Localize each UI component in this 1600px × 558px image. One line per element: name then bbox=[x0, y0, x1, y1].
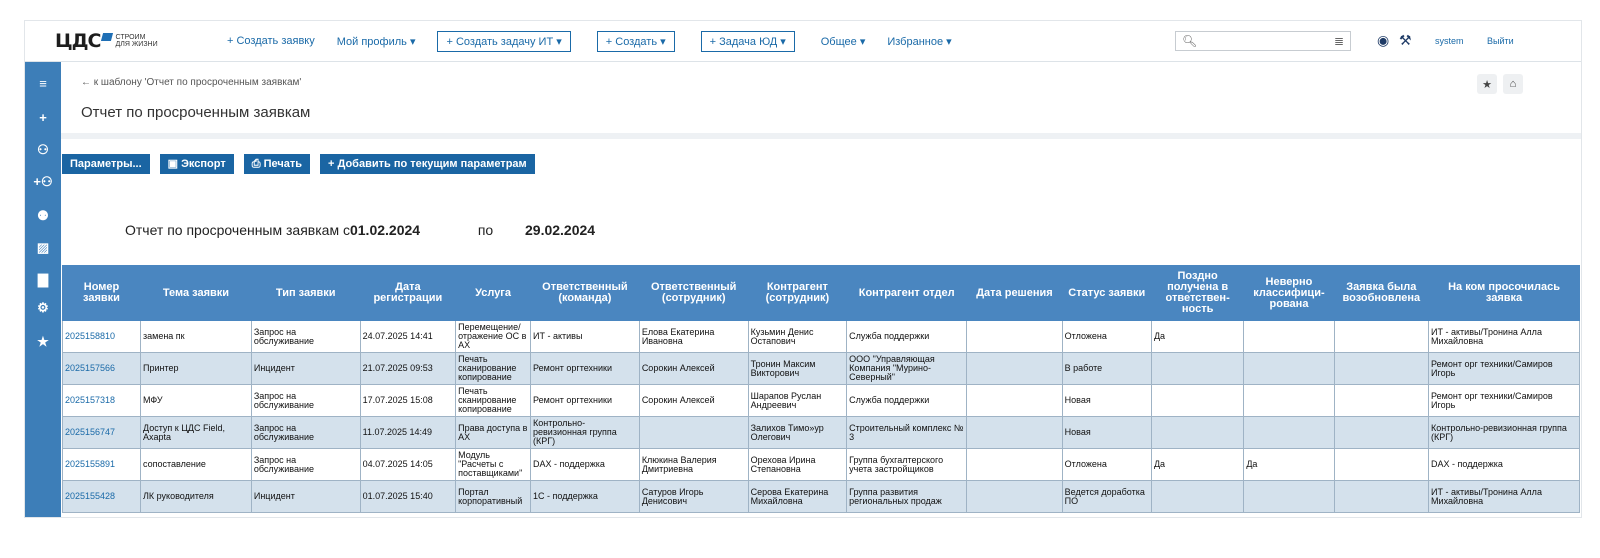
tools-icon[interactable]: ⚒ bbox=[1399, 32, 1412, 48]
table-cell: Строительный комплекс № 3 bbox=[847, 417, 967, 449]
save-icon: ▣ bbox=[167, 158, 182, 170]
table-cell: Да bbox=[1151, 449, 1243, 481]
date-to: 29.02.2024 bbox=[525, 222, 596, 238]
col-header[interactable]: Дата решения bbox=[967, 266, 1062, 321]
top-bar bbox=[25, 21, 1581, 62]
user-name[interactable]: system bbox=[1435, 36, 1464, 46]
table-cell: Да bbox=[1244, 449, 1334, 481]
table-cell: Запрос на обслуживание bbox=[251, 417, 360, 449]
table-cell: Доступ к ЦДС Field, Axapta bbox=[141, 417, 252, 449]
table-cell: Сорокин Алексей bbox=[639, 385, 748, 417]
eye-icon[interactable]: ◉ bbox=[1377, 32, 1390, 48]
plus-icon[interactable]: + bbox=[39, 110, 47, 125]
logout-link[interactable]: Выйти bbox=[1487, 36, 1514, 46]
favorite-star-icon[interactable]: ★ bbox=[1477, 74, 1497, 94]
create-it-task-button[interactable]: + Создать задачу ИТ ▾ bbox=[437, 31, 570, 52]
table-cell: Права доступа в АХ bbox=[456, 417, 531, 449]
col-header[interactable]: Дата регистрации bbox=[360, 266, 455, 321]
table-row[interactable] bbox=[63, 385, 1580, 417]
table-cell: ООО "Управляющая Компания "Мурино-Северный" bbox=[847, 353, 967, 385]
table-cell: Принтер bbox=[141, 353, 252, 385]
logo-sub-line: СТРОИМ bbox=[115, 34, 146, 41]
date-from: 01.02.2024 bbox=[349, 222, 421, 238]
table-cell bbox=[1334, 353, 1428, 385]
table-cell: МФУ bbox=[141, 385, 252, 417]
col-header[interactable]: На ком просочилась заявка bbox=[1429, 266, 1580, 321]
table-cell: Инцидент bbox=[251, 481, 360, 513]
col-header[interactable]: Поздно получена в ответствен-ность bbox=[1151, 266, 1243, 321]
table-cell bbox=[1244, 385, 1334, 417]
table-cell: Служба поддержки bbox=[847, 385, 967, 417]
col-header[interactable]: Контрагент отдел bbox=[847, 266, 967, 321]
main-nav bbox=[227, 31, 974, 52]
table-cell bbox=[1151, 481, 1243, 513]
table-cell: Отложена bbox=[1062, 449, 1151, 481]
table-cell: Контрольно-ревизионная группа (КРГ) bbox=[531, 417, 640, 449]
create-button[interactable]: + Создать ▾ bbox=[597, 31, 675, 52]
user-plus-icon[interactable]: ⚉ bbox=[37, 208, 49, 223]
table-cell: Запрос на обслуживание bbox=[251, 385, 360, 417]
table-cell: DAX - поддержка bbox=[1429, 449, 1580, 481]
table-cell: Контрольно-ревизионная группа (КРГ) bbox=[1429, 417, 1580, 449]
table-cell: 11.07.2025 14:49 bbox=[360, 417, 455, 449]
print-icon: ⎙ bbox=[251, 158, 264, 170]
table-cell: Печать сканирование копирование bbox=[456, 385, 531, 417]
table-header-row bbox=[63, 266, 1580, 321]
table-cell: Группа развития региональных продаж bbox=[847, 481, 967, 513]
print-label: Печать bbox=[263, 158, 302, 170]
request-number-link[interactable]: 2025158810 bbox=[63, 321, 141, 353]
user-add-icon[interactable]: +⚇ bbox=[33, 174, 53, 189]
table-row[interactable] bbox=[63, 321, 1580, 353]
table-cell: Ремонт орг техники/Самиров Игорь bbox=[1429, 385, 1580, 417]
create-request-link[interactable]: + Создать заявку bbox=[227, 35, 315, 47]
report-toolbar bbox=[62, 154, 535, 174]
filter-icon[interactable]: ≣ bbox=[1333, 34, 1344, 48]
logo-sub-line: ДЛЯ ЖИЗНИ bbox=[115, 41, 158, 48]
table-cell: Тронин Максим Викторович bbox=[748, 353, 847, 385]
table-cell: Модуль "Расчеты с поставщиками" bbox=[456, 449, 531, 481]
table-cell bbox=[1334, 481, 1428, 513]
table-cell: сопоставление bbox=[141, 449, 252, 481]
table-cell: Ремонт оргтехники bbox=[531, 353, 640, 385]
table-cell bbox=[1334, 417, 1428, 449]
col-header[interactable]: Ответственный (сотрудник) bbox=[639, 266, 748, 321]
chart-icon[interactable]: ▇ bbox=[38, 272, 48, 287]
table-cell: Ведется доработка ПО bbox=[1062, 481, 1151, 513]
table-row[interactable] bbox=[63, 417, 1580, 449]
logo[interactable] bbox=[55, 30, 185, 52]
table-cell: Сорокин Алексей bbox=[639, 353, 748, 385]
table-cell bbox=[1334, 449, 1428, 481]
table-cell bbox=[1244, 353, 1334, 385]
table-cell: DAX - поддержка bbox=[531, 449, 640, 481]
col-header[interactable]: Ответственный (команда) bbox=[531, 266, 640, 321]
table-cell: 1С - поддержка bbox=[531, 481, 640, 513]
export-label: Экспорт bbox=[181, 158, 226, 170]
home-icon[interactable]: ⌂ bbox=[1503, 74, 1523, 94]
plus-icon: + bbox=[328, 158, 338, 170]
table-cell: Ремонт оргтехники bbox=[531, 385, 640, 417]
table-cell: 01.07.2025 15:40 bbox=[360, 481, 455, 513]
search-input[interactable] bbox=[1175, 31, 1351, 51]
report-label: Отчет по просроченным заявкам с bbox=[125, 222, 350, 238]
add-label: Добавить по текущим параметрам bbox=[337, 158, 527, 170]
table-cell: 04.07.2025 14:05 bbox=[360, 449, 455, 481]
request-number-link[interactable]: 2025157566 bbox=[63, 353, 141, 385]
table-cell: Залихов Тимо»ур Олегович bbox=[748, 417, 847, 449]
logo-flag-icon bbox=[100, 33, 112, 41]
table-cell: Орехова Ирина Степановна bbox=[748, 449, 847, 481]
divider bbox=[61, 133, 1581, 139]
table-cell: Шарапов Руслан Андреевич bbox=[748, 385, 847, 417]
table-cell: Новая bbox=[1062, 417, 1151, 449]
page-title: Отчет по просроченным заявкам bbox=[81, 104, 311, 121]
report-table bbox=[62, 265, 1580, 513]
table-cell: 21.07.2025 09:53 bbox=[360, 353, 455, 385]
col-header[interactable]: Услуга bbox=[456, 266, 531, 321]
date-to-label: по bbox=[477, 222, 494, 238]
col-header[interactable]: Контрагент (сотрудник) bbox=[748, 266, 847, 321]
table-cell: Клюкина Валерия Дмитриевна bbox=[639, 449, 748, 481]
logo-subtitle bbox=[116, 34, 158, 48]
table-cell: Кузьмин Денис Остапович bbox=[748, 321, 847, 353]
table-cell bbox=[967, 321, 1062, 353]
table-cell: ИТ - активы/Тронина Алла Михайловна bbox=[1429, 481, 1580, 513]
legal-task-button[interactable]: + Задача ЮД ▾ bbox=[701, 31, 795, 52]
table-cell bbox=[1334, 385, 1428, 417]
table-row[interactable] bbox=[63, 481, 1580, 513]
table-cell bbox=[967, 417, 1062, 449]
table-row[interactable] bbox=[63, 449, 1580, 481]
export-button[interactable] bbox=[160, 154, 234, 174]
params-button[interactable]: Параметры... bbox=[62, 154, 150, 174]
table-cell: Перемещение/ отражение ОС в АХ bbox=[456, 321, 531, 353]
users-icon[interactable]: ⚇ bbox=[37, 142, 49, 157]
table-cell bbox=[639, 417, 748, 449]
col-header[interactable]: Тема заявки bbox=[141, 266, 252, 321]
table-cell bbox=[1151, 385, 1243, 417]
star-icon[interactable]: ★ bbox=[37, 334, 49, 349]
table-cell bbox=[967, 385, 1062, 417]
app-window bbox=[24, 20, 1582, 518]
table-cell: В работе bbox=[1062, 353, 1151, 385]
settings-icon[interactable]: ⚙ bbox=[37, 300, 49, 315]
favorites-menu[interactable]: Избранное ▾ bbox=[887, 35, 952, 48]
print-button[interactable] bbox=[244, 154, 310, 174]
table-cell: Портал корпоративный bbox=[456, 481, 531, 513]
search-icon: 🔍︎ bbox=[1182, 34, 1198, 48]
col-header[interactable]: Заявка была возобновлена bbox=[1334, 266, 1428, 321]
table-cell bbox=[967, 353, 1062, 385]
table-cell bbox=[1151, 353, 1243, 385]
table-cell: замена пк bbox=[141, 321, 252, 353]
col-header[interactable]: Статус заявки bbox=[1062, 266, 1151, 321]
my-profile-menu[interactable]: Мой профиль ▾ bbox=[336, 35, 416, 48]
breadcrumb[interactable]: ← к шаблону 'Отчет по просроченным заявкам' bbox=[81, 77, 302, 88]
table-cell: Серова Екатерина Михайловна bbox=[748, 481, 847, 513]
table-cell: Группа бухгалтерского учета застройщиков bbox=[847, 449, 967, 481]
table-cell: Новая bbox=[1062, 385, 1151, 417]
logo-mark bbox=[55, 30, 101, 52]
request-number-link[interactable]: 2025156747 bbox=[63, 417, 141, 449]
report-period bbox=[125, 222, 595, 238]
table-cell: Ремонт орг техники/Самиров Игорь bbox=[1429, 353, 1580, 385]
table-cell bbox=[1151, 417, 1243, 449]
table-cell bbox=[1244, 321, 1334, 353]
col-header[interactable]: Тип заявки bbox=[251, 266, 360, 321]
table-cell: Запрос на обслуживание bbox=[251, 321, 360, 353]
sidebar bbox=[25, 62, 61, 517]
table-cell: 24.07.2025 14:41 bbox=[360, 321, 455, 353]
table-cell: ИТ - активы/Тронина Алла Михайловна bbox=[1429, 321, 1580, 353]
report-icon[interactable]: ▨ bbox=[36, 240, 50, 255]
table-cell: Инцидент bbox=[251, 353, 360, 385]
col-header[interactable]: Неверно классифици-рована bbox=[1244, 266, 1334, 321]
table-cell bbox=[967, 449, 1062, 481]
table-cell bbox=[1334, 321, 1428, 353]
request-number-link[interactable]: 2025157318 bbox=[63, 385, 141, 417]
table-cell: Елова Екатерина Ивановна bbox=[639, 321, 748, 353]
table-cell: ИТ - активы bbox=[531, 321, 640, 353]
table-cell: Сатуров Игорь Денисович bbox=[639, 481, 748, 513]
table-cell: Да bbox=[1151, 321, 1243, 353]
table-cell: 17.07.2025 15:08 bbox=[360, 385, 455, 417]
table-cell: ЛК руководителя bbox=[141, 481, 252, 513]
table-cell: Служба поддержки bbox=[847, 321, 967, 353]
table-row[interactable] bbox=[63, 353, 1580, 385]
general-menu[interactable]: Общее ▾ bbox=[820, 35, 866, 48]
table-cell bbox=[1244, 417, 1334, 449]
table-cell bbox=[967, 481, 1062, 513]
table-cell: Отложена bbox=[1062, 321, 1151, 353]
table-cell: Печать сканирование копирование bbox=[456, 353, 531, 385]
col-header[interactable]: Номер заявки bbox=[63, 266, 141, 321]
logo-text: ЦДС bbox=[55, 30, 101, 52]
add-by-params-button[interactable] bbox=[320, 154, 535, 174]
table-cell: Запрос на обслуживание bbox=[251, 449, 360, 481]
request-number-link[interactable]: 2025155428 bbox=[63, 481, 141, 513]
request-number-link[interactable]: 2025155891 bbox=[63, 449, 141, 481]
menu-icon[interactable]: ≡ bbox=[39, 76, 47, 91]
table-cell bbox=[1244, 481, 1334, 513]
